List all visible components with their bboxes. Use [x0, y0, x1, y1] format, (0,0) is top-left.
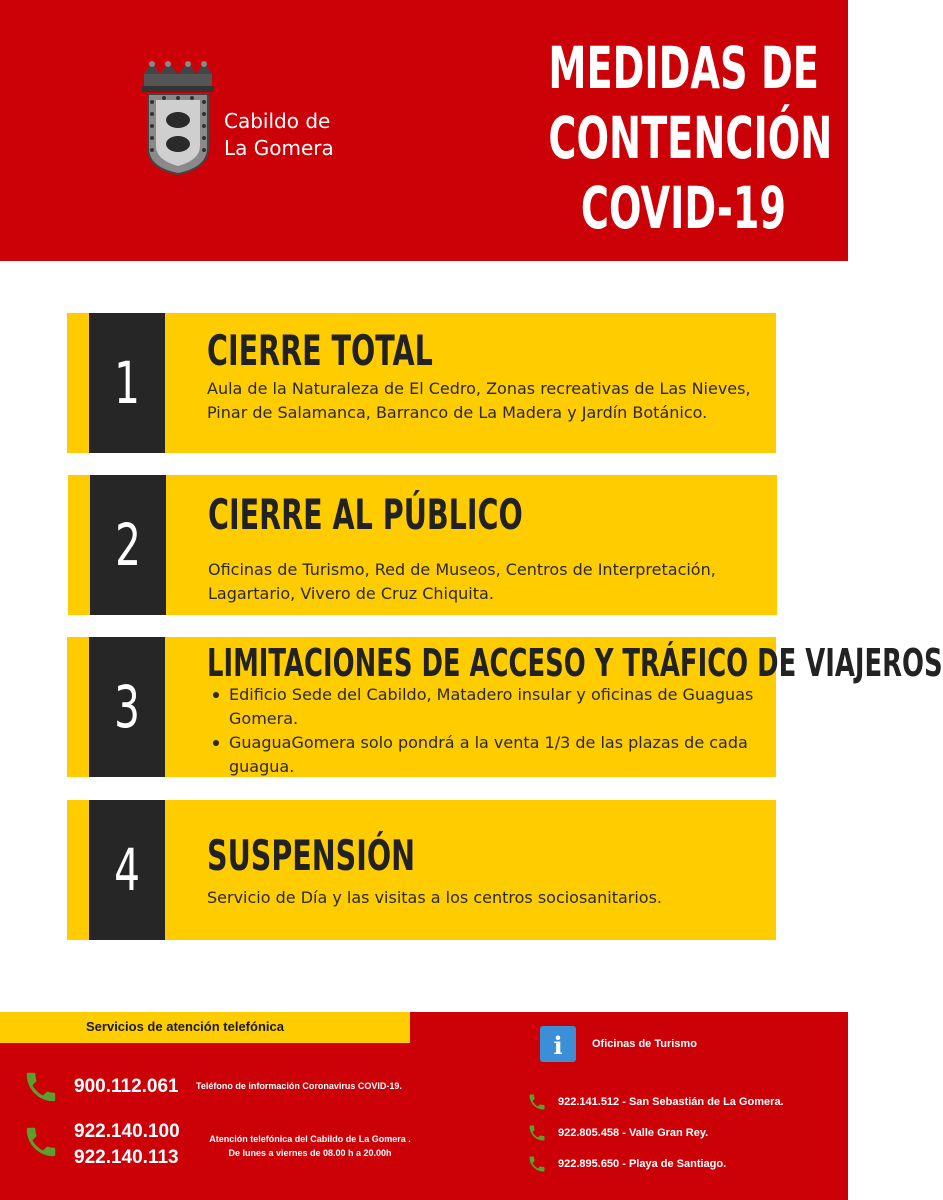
offices-title: Oficinas de Turismo [592, 1038, 697, 1050]
measure-card-4 [67, 800, 776, 940]
list-item: GuaguaGomera solo pondrá a la venta 1/3 de las plazas de cada guagua. [207, 731, 772, 779]
measure-number: 1 [89, 313, 165, 453]
logo-line-2: La Gomera [224, 136, 334, 160]
measure-heading: SUSPENSIÓN [207, 831, 416, 880]
services-title: Servicios de atención telefónica [86, 1019, 284, 1034]
measure-card-3 [67, 637, 943, 777]
measure-number: 2 [90, 475, 166, 615]
phone-number-cabildo-1[interactable]: 922.140.100 [74, 1121, 180, 1142]
measure-card-2 [68, 475, 777, 615]
logo-text [224, 108, 334, 162]
measure-heading: CIERRE TOTAL [207, 326, 433, 375]
measure-card-1 [67, 313, 776, 453]
title-line-3: COVID-19 [580, 174, 786, 242]
measure-heading: CIERRE AL PÚBLICO [208, 490, 523, 539]
measure-heading: LIMITACIONES DE ACCESO Y TRÁFICO DE VIAJEROS [207, 641, 943, 685]
title-line-2: CONTENCIÓN [548, 104, 833, 172]
office-san-sebastian[interactable]: 922.141.512 - San Sebastián de La Gomera. [558, 1096, 784, 1108]
phone-number-cabildo-2[interactable]: 922.140.113 [74, 1147, 179, 1168]
title-line-1: MEDIDAS DE [548, 34, 819, 102]
phone-icon [527, 1092, 547, 1112]
phone-cabildo-note-line-2: De lunes a viernes de 08.00 h a 20.00h [228, 1148, 392, 1158]
measure-text: Servicio de Día y las visitas a los centros sociosanitarios. [207, 888, 663, 907]
phone-icon [527, 1154, 547, 1174]
office-valle-gran-rey[interactable]: 922.805.458 - Valle Gran Rey. [558, 1127, 709, 1139]
phone-icon [22, 1123, 60, 1161]
phone-cabildo-note-line-1: Atención telefónica del Cabildo de La Gomera . [209, 1134, 411, 1144]
services-tab [0, 1012, 410, 1043]
phone-icon [527, 1123, 547, 1143]
header-banner [0, 0, 848, 261]
phone-number-covid[interactable]: 900.112.061 [74, 1076, 179, 1097]
logo-line-1: Cabildo de [224, 109, 331, 133]
measure-text: Aula de la Naturaleza de El Cedro, Zonas recreativas de Las Nieves, Pinar de Salamanca, Barranco de La Madera y Jardín Botánico. [207, 379, 751, 422]
coat-of-arms-icon [140, 60, 216, 178]
cabildo-logo [140, 60, 350, 178]
measure-bullets [207, 683, 772, 779]
list-item: Edificio Sede del Cabildo, Matadero insular y oficinas de Guaguas Gomera. [207, 683, 772, 731]
phone-cabildo-note [196, 1132, 424, 1160]
phone-covid-note: Teléfono de información Coronavirus COVID-19. [196, 1081, 402, 1091]
office-playa-de-santiago[interactable]: 922.895.650 - Playa de Santiago. [558, 1158, 727, 1170]
phone-icon [22, 1068, 60, 1106]
measure-number: 4 [89, 800, 165, 940]
measure-number: 3 [89, 637, 165, 777]
info-icon: i [540, 1026, 576, 1062]
measure-text: Oficinas de Turismo, Red de Museos, Centros de Interpretación, Lagartario, Vivero de Cruz Chiquita. [208, 560, 716, 603]
page-title [548, 33, 833, 243]
